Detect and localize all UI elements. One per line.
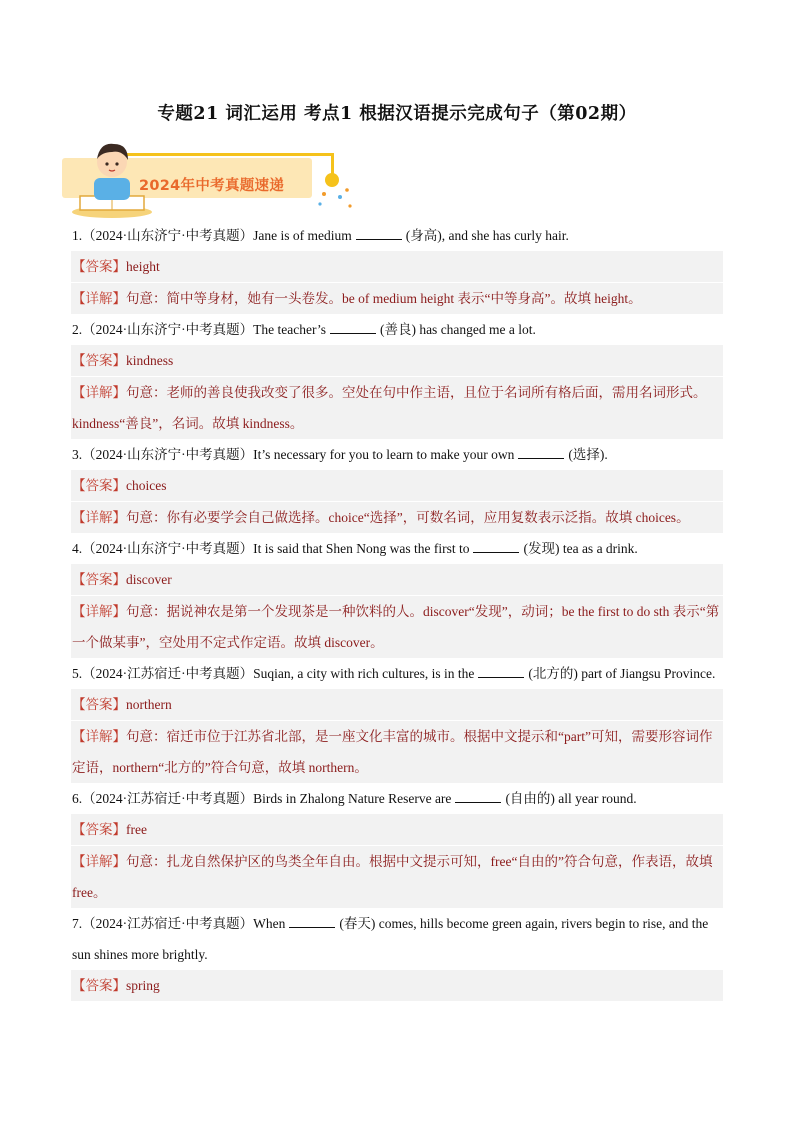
explanation-row — [71, 376, 723, 439]
question-text — [71, 314, 723, 345]
explanation-text: 句意：简中等身材，她有一头卷发。be of medium height 表示“中等身高”。故填 height。 — [126, 291, 642, 306]
explanation-text: 句意：据说神农是第一个发现茶是一种饮料的人。discover“发现”，动词；be the first to do sth 表示“第一个做某事”，空处用不定式作定语。故填 discover。 — [72, 604, 720, 650]
banner-text: 2024年中考真题速递 — [139, 178, 285, 194]
answer-row — [71, 689, 723, 720]
explanation-text: 句意：扎龙自然保护区的鸟类全年自由。根据中文提示可知，free“自由的”符合句意，作表语，故填 free。 — [72, 854, 713, 900]
explanation-tag: 【详解】 — [72, 385, 126, 400]
answer-row — [71, 345, 723, 376]
answer-tag: 【答案】 — [72, 978, 126, 993]
explanation-tag: 【详解】 — [72, 604, 126, 619]
answer-row — [71, 470, 723, 501]
answer-row — [71, 970, 723, 1001]
answer-text: height — [126, 259, 160, 274]
question-suffix: (善良) has changed me a lot. — [379, 322, 536, 337]
question-text — [71, 658, 723, 689]
explanation-row — [71, 282, 723, 314]
answer-tag: 【答案】 — [72, 822, 126, 837]
answer-row — [71, 564, 723, 595]
question-item-6 — [71, 783, 723, 908]
answer-text: free — [126, 822, 147, 837]
explanation-text: 句意：你有必要学会自己做选择。choice“选择”，可数名词，应用复数表示泛指。故填 choices。 — [126, 510, 690, 525]
question-item-7 — [71, 908, 723, 1001]
question-text — [71, 439, 723, 470]
question-prefix: 5.（2024·江苏宿迁·中考真题）Suqian, a city with rich cultures, is in the — [72, 666, 475, 681]
question-suffix: (身高), and she has curly hair. — [405, 228, 569, 243]
question-prefix: 3.（2024·山东济宁·中考真题）It’s necessary for you to learn to make your own — [72, 447, 515, 462]
question-suffix: (自由的) all year round. — [505, 791, 637, 806]
answer-row — [71, 251, 723, 282]
question-suffix: (北方的) part of Jiangsu Province. — [528, 666, 716, 681]
question-suffix: (发现) tea as a drink. — [523, 541, 638, 556]
explanation-tag: 【详解】 — [72, 291, 126, 306]
answer-text: discover — [126, 572, 172, 587]
answer-tag: 【答案】 — [72, 697, 126, 712]
answer-blank — [289, 915, 335, 928]
answer-text: choices — [126, 478, 167, 493]
answer-blank — [478, 665, 524, 678]
question-item-2 — [71, 314, 723, 439]
question-item-4 — [71, 533, 723, 658]
question-text — [71, 783, 723, 814]
explanation-tag: 【详解】 — [72, 510, 126, 525]
answer-tag: 【答案】 — [72, 353, 126, 368]
answer-text: spring — [126, 978, 160, 993]
answer-tag: 【答案】 — [72, 572, 126, 587]
question-suffix: (选择). — [568, 447, 608, 462]
explanation-tag: 【详解】 — [72, 729, 126, 744]
question-prefix: 2.（2024·山东济宁·中考真题）The teacher’s — [72, 322, 326, 337]
question-list — [71, 220, 723, 1001]
answer-tag: 【答案】 — [72, 259, 126, 274]
question-text — [71, 908, 723, 970]
question-suffix: (春天) comes, hills become green again, rivers begin to rise, and the sun shines more brightly. — [72, 916, 709, 962]
question-prefix: 6.（2024·江苏宿迁·中考真题）Birds in Zhalong Nature Reserve are — [72, 791, 452, 806]
question-item-1 — [71, 220, 723, 314]
explanation-text: 句意：老师的善良使我改变了很多。空处在句中作主语，且位于名词所有格后面，需用名词形式。kindness“善良”，名词。故填 kindness。 — [72, 385, 707, 431]
answer-text: northern — [126, 697, 172, 712]
answer-blank — [455, 790, 501, 803]
explanation-row — [71, 595, 723, 658]
question-prefix: 4.（2024·山东济宁·中考真题）It is said that Shen Nong was the first to — [72, 541, 470, 556]
answer-row — [71, 814, 723, 845]
page-title: 专题21 词汇运用 考点1 根据汉语提示完成句子（第02期） — [157, 104, 637, 124]
question-prefix: 7.（2024·江苏宿迁·中考真题）When — [72, 916, 286, 931]
question-text — [71, 533, 723, 564]
answer-blank — [356, 227, 402, 240]
answer-text: kindness — [126, 353, 174, 368]
answer-blank — [330, 321, 376, 334]
answer-blank — [473, 540, 519, 553]
explanation-row — [71, 845, 723, 908]
explanation-row — [71, 720, 723, 783]
answer-tag: 【答案】 — [72, 478, 126, 493]
explanation-row — [71, 501, 723, 533]
explanation-tag: 【详解】 — [72, 854, 126, 869]
question-item-5 — [71, 658, 723, 783]
explanation-text: 句意：宿迁市位于江苏省北部，是一座文化丰富的城市。根据中文提示和“part”可知，需要形容词作定语，northern“北方的”符合句意，故填 northern。 — [72, 729, 713, 775]
question-prefix: 1.（2024·山东济宁·中考真题）Jane is of medium — [72, 228, 352, 243]
question-item-3 — [71, 439, 723, 533]
question-text — [71, 220, 723, 251]
answer-blank — [518, 446, 564, 459]
